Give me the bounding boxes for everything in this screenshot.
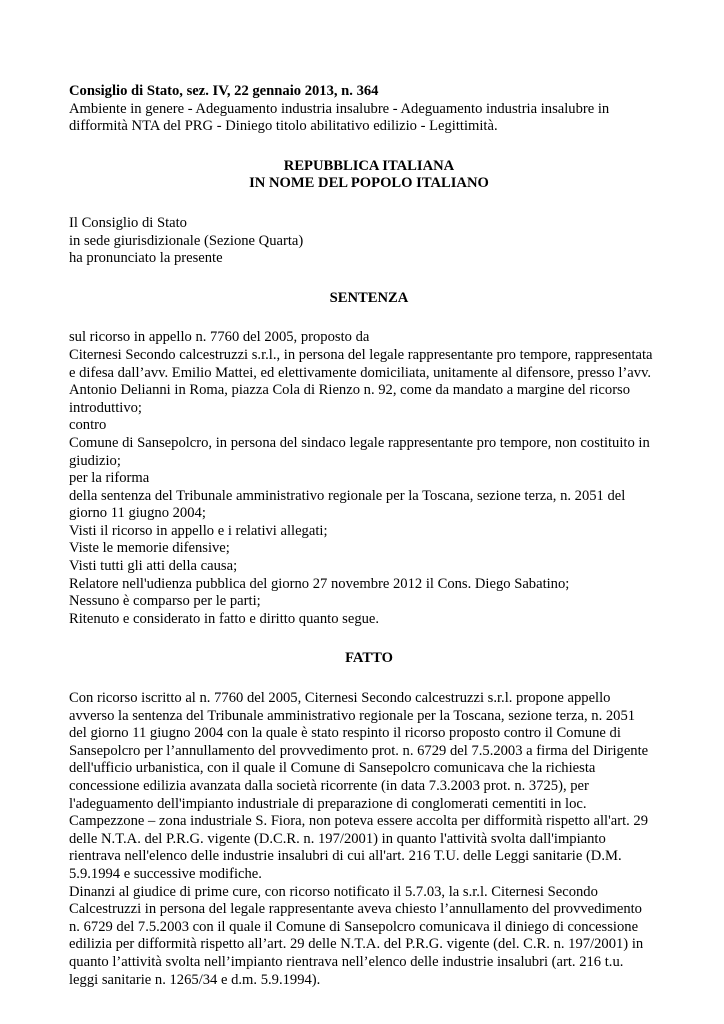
fatto-body	[69, 690, 669, 989]
body-line: per la riforma	[69, 470, 150, 487]
republic-line: REPUBBLICA ITALIANA	[283, 157, 455, 174]
body-line: concessione edilizia avanzata dalla società ricorrente (in data 7.3.2003 prot. n. 3725), per	[69, 778, 589, 794]
body-line: introduttivo;	[69, 399, 142, 416]
body-line: edilizia per difformità rispetto all’art. 29 delle N.T.A. del P.R.G. vigente (del. C.R. n. 197/2001) in	[69, 936, 644, 953]
body-line: delle N.T.A. del P.R.G. vigente (D.C.R. n. 197/2001) in quanto l'attività svolta dall'impianto	[69, 830, 606, 847]
body-line: Dinanzi al giudice di prime cure, con ricorso notificato il 5.7.03, la s.r.l. Citernesi Secondo	[69, 883, 598, 900]
body-line: avverso la sentenza del Tribunale amministrativo regionale per la Toscana, sezione terza, n. 2051	[69, 707, 636, 724]
body-line: della sentenza del Tribunale amministrativo regionale per la Toscana, sezione terza, n. 2051 del	[69, 487, 626, 504]
body-line: l'adeguamento dell'impianto industriale di preparazione di conglomerati cementiti in loc.	[69, 795, 587, 812]
court-line: in sede giurisdizionale (Sezione Quarta)	[69, 232, 304, 249]
body-line: Con ricorso iscritto al n. 7760 del 2005, Citernesi Secondo calcestruzzi s.r.l. propone appello	[69, 690, 611, 707]
body-line: leggi sanitarie n. 1265/34 e d.m. 5.9.1994).	[69, 971, 321, 988]
subject-line: Ambiente in genere - Adeguamento industria insalubre - Adeguamento industria insalubre in	[69, 100, 610, 117]
body-line: del giorno 11 giugno 2004 con la quale è stato respinto il ricorso proposto contro il Comune di	[69, 725, 621, 742]
document-page	[69, 83, 669, 989]
body-line: giorno 11 giugno 2004;	[69, 505, 206, 522]
body-line: Visti tutti gli atti della causa;	[69, 558, 238, 575]
body-line: Antonio Delianni in Roma, piazza Cola di Rienzo n. 92, come da mandato a margine del ricorso	[69, 382, 631, 399]
body-line: Sansepolcro per l’annullamento del provvedimento prot. n. 6729 del 7.5.2003 a firma del Dirigente	[69, 742, 649, 759]
document-header	[69, 83, 669, 136]
body-line: dell'ufficio urbanistica, con il quale il Comune di Sansepolcro comunicava che la richiesta	[69, 760, 596, 777]
body-line: Ritenuto e considerato in fatto e diritto quanto segue.	[69, 610, 380, 627]
case-citation: Consiglio di Stato, sez. IV, 22 gennaio 2013, n. 364	[69, 83, 379, 99]
sentenza-title: SENTENZA	[329, 289, 409, 306]
people-line: IN NOME DEL POPOLO ITALIANO	[249, 175, 489, 192]
body-line: 5.9.1994 e successive modifiche.	[69, 865, 262, 882]
body-line: n. 6729 del 7.5.2003 con il quale il Comune di Sansepolcro comunicava il diniego di concessione	[69, 918, 639, 935]
body-line: Citernesi Secondo calcestruzzi s.r.l., in persona del legale rappresentante pro tempore, rappresentata	[69, 346, 653, 363]
body-line: sul ricorso in appello n. 7760 del 2005, proposto da	[69, 329, 370, 346]
body-line: Visti il ricorso in appello e i relativi allegati;	[69, 522, 328, 539]
court-line: ha pronunciato la presente	[69, 250, 223, 267]
fatto-title: FATTO	[345, 650, 393, 667]
body-line: Nessuno è comparso per le parti;	[69, 593, 261, 610]
body-line: Comune di Sansepolcro, in persona del sindaco legale rappresentante pro tempore, non costituito in	[69, 434, 650, 451]
subject-line: difformità NTA del PRG - Diniego titolo abilitativo edilizio - Legittimità.	[69, 118, 498, 135]
body-line: rientrava nell'elenco delle industrie insalubri di cui all'art. 216 T.U. delle Leggi sanitarie (D.M.	[69, 848, 622, 865]
body-line: Campezzone – zona industriale S. Fiora, non poteva essere accolta per difformità rispetto all'art. 29	[69, 813, 649, 830]
court-intro	[69, 215, 669, 268]
republic-heading	[69, 158, 669, 193]
body-line: Viste le memorie difensive;	[69, 540, 230, 557]
body-line: contro	[69, 417, 107, 434]
court-line: Il Consiglio di Stato	[69, 214, 187, 231]
body-line: Calcestruzzi in persona del legale rappresentante aveva chiesto l’annullamento del provvedimento	[69, 901, 642, 918]
body-line: giudizio;	[69, 452, 121, 469]
body-line: e difesa dall’avv. Emilio Mattei, ed elettivamente domiciliata, unitamente al difensore, presso l’avv.	[69, 364, 652, 381]
sentenza-body	[69, 329, 669, 628]
body-line: quanto l’attività svolta nell’impianto rientrava nell’elenco delle industrie insalubri (art. 216 t.u.	[69, 953, 624, 970]
body-line: Relatore nell'udienza pubblica del giorno 27 novembre 2012 il Cons. Diego Sabatino;	[69, 575, 570, 592]
